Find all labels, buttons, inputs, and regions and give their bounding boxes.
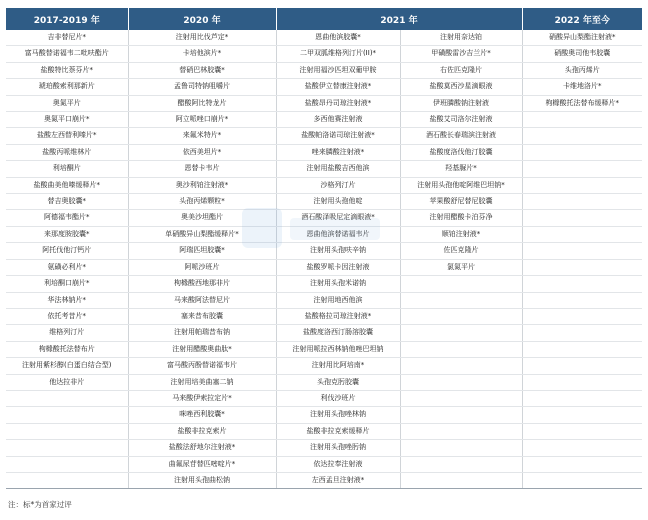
header-2021: 2021 年 <box>276 8 522 30</box>
table-cell <box>522 456 642 472</box>
table-cell: 卡培他滨片* <box>128 46 276 62</box>
table-row <box>6 128 642 144</box>
table-cell: 盐酸帕洛诺司琼注射液* <box>276 128 400 144</box>
table-cell: 沙格列汀片 <box>276 177 400 193</box>
table-cell <box>522 161 642 177</box>
table-cell <box>6 456 128 472</box>
table-cell <box>522 177 642 193</box>
table-row <box>6 456 642 472</box>
table-cell <box>400 407 522 423</box>
table-cell: 顺铂注射液* <box>400 226 522 242</box>
table-cell: 唑来膦酸注射液* <box>276 144 400 160</box>
table-cell <box>522 374 642 390</box>
table-cell <box>400 292 522 308</box>
table-cell: 注射用头孢米诺钠 <box>276 276 400 292</box>
table-cell: 枸橼酸西地那非片 <box>128 276 276 292</box>
table-cell: 盐酸格拉司琼注射液* <box>276 308 400 324</box>
table-cell <box>522 194 642 210</box>
table-cell: 阿德福韦酯片* <box>6 210 128 226</box>
table-cell: 马来酸伊索拉定片* <box>128 390 276 406</box>
table-cell <box>400 472 522 488</box>
table-cell: 富马酸替诺福韦二吡呋酯片 <box>6 46 128 62</box>
drug-approval-table-container <box>6 8 642 489</box>
table-row <box>6 46 642 62</box>
table-cell: 曲氟尿苷替匹嘧啶片* <box>128 456 276 472</box>
table-cell <box>400 456 522 472</box>
table-row <box>6 144 642 160</box>
table-cell: 塞来昔布胶囊 <box>128 308 276 324</box>
table-cell: 注射用奈达铂 <box>400 30 522 46</box>
table-row <box>6 95 642 111</box>
table-row <box>6 259 642 275</box>
table-cell: 盐酸艾司洛尔注射液 <box>400 112 522 128</box>
table-cell: 盐酸左西替利嗪片* <box>6 128 128 144</box>
table-cell <box>522 276 642 292</box>
table-cell: 氨磺必利片* <box>6 259 128 275</box>
table-cell: 羟基脲片* <box>400 161 522 177</box>
table-cell: 咪唑西利胶囊* <box>128 407 276 423</box>
table-cell: 盐酸度洛伐他汀胶囊 <box>400 144 522 160</box>
table-cell <box>522 243 642 259</box>
table-cell: 硝酸异山梨酯注射液* <box>522 30 642 46</box>
table-cell <box>6 472 128 488</box>
table-cell: 富马酸丙酚替诺福韦片 <box>128 358 276 374</box>
table-cell <box>522 210 642 226</box>
table-cell <box>400 308 522 324</box>
table-cell <box>400 276 522 292</box>
table-cell: 头孢克肟胶囊 <box>276 374 400 390</box>
table-cell: 注射用培美曲塞二钠 <box>128 374 276 390</box>
table-cell: 盐酸度洛西汀肠溶胶囊 <box>276 325 400 341</box>
footnote: 注：标*为首家过评 <box>8 500 72 509</box>
table-row <box>6 390 642 406</box>
table-cell <box>522 226 642 242</box>
table-cell: 注射用比阿培南* <box>276 358 400 374</box>
table-cell <box>400 358 522 374</box>
table-cell: 阿托伐他汀钙片 <box>6 243 128 259</box>
table-cell <box>522 390 642 406</box>
table-cell <box>522 144 642 160</box>
table-row <box>6 308 642 324</box>
table-cell <box>522 440 642 456</box>
table-cell: 醋酸阿比特龙片 <box>128 95 276 111</box>
table-cell: 恩曲他滨胶囊* <box>276 30 400 46</box>
table-cell: 盐酸特比萘芬片* <box>6 62 128 78</box>
table-cell <box>522 358 642 374</box>
table-cell: 奥沙利铂注射液* <box>128 177 276 193</box>
header-2017-2019: 2017-2019 年 <box>6 8 128 30</box>
table-cell: 恩曲他滨替诺福韦片 <box>276 226 400 242</box>
table-cell: 注射用头孢唑肟钠 <box>276 440 400 456</box>
table-cell: 吉非替尼片* <box>6 30 128 46</box>
table-cell: 盐酸非拉克索缓释片 <box>276 423 400 439</box>
table-cell <box>400 423 522 439</box>
table-cell: 他达拉非片 <box>6 374 128 390</box>
table-cell: 苹果酸舒尼替尼胶囊 <box>400 194 522 210</box>
table-cell <box>522 112 642 128</box>
table-cell: 注射用盐酸吉西他滨 <box>276 161 400 177</box>
table-row <box>6 341 642 357</box>
table-row <box>6 276 642 292</box>
table-cell <box>522 259 642 275</box>
table-row <box>6 374 642 390</box>
table-cell: 头孢丙烯片 <box>522 62 642 78</box>
table-row <box>6 292 642 308</box>
table-cell <box>522 423 642 439</box>
table-cell: 琥珀酸索利那新片 <box>6 79 128 95</box>
table-cell: 注射用头孢曲松钠 <box>128 472 276 488</box>
table-cell: 维格列汀片 <box>6 325 128 341</box>
table-cell <box>400 325 522 341</box>
table-cell: 替硝巴林胶囊* <box>128 62 276 78</box>
table-cell: 伊班膦酸钠注射液 <box>400 95 522 111</box>
table-cell <box>522 472 642 488</box>
table-cell: 二甲双胍维格列汀片(II)* <box>276 46 400 62</box>
table-cell <box>6 407 128 423</box>
table-cell: 酒石酸长春瑞滨注射液 <box>400 128 522 144</box>
table-cell: 恩替卡韦片 <box>128 161 276 177</box>
table-cell <box>400 440 522 456</box>
table-cell: 利培酮片 <box>6 161 128 177</box>
table-cell: 阿哌沙班片 <box>128 259 276 275</box>
table-cell: 阿瑞匹坦胶囊* <box>128 243 276 259</box>
table-row <box>6 194 642 210</box>
table-cell: 卡维地洛片* <box>522 79 642 95</box>
table-cell: 注射用福沙匹坦双葡甲胺 <box>276 62 400 78</box>
table-cell: 盐酸曲美他嗪缓释片* <box>6 177 128 193</box>
table-cell: 替吉奥胶囊* <box>6 194 128 210</box>
table-cell: 左西孟旦注射液* <box>276 472 400 488</box>
table-cell <box>522 128 642 144</box>
table-cell: 盐酸非拉克索片 <box>128 423 276 439</box>
table-cell: 氯氮平片 <box>400 259 522 275</box>
table-cell: 注射用头孢呋辛钠 <box>276 243 400 259</box>
table-cell: 头孢丙烯颗粒* <box>128 194 276 210</box>
table-cell: 枸橼酸托法替布片 <box>6 341 128 357</box>
table-row <box>6 79 642 95</box>
table-cell: 马来酸阿法替尼片 <box>128 292 276 308</box>
header-2020: 2020 年 <box>128 8 276 30</box>
table-cell <box>400 341 522 357</box>
table-cell: 华法林钠片* <box>6 292 128 308</box>
drug-approval-table <box>6 8 642 489</box>
table-cell <box>6 390 128 406</box>
table-cell <box>522 292 642 308</box>
table-cell: 酒石酸泽吸尼定滴眼液* <box>276 210 400 226</box>
table-cell: 注射用哌拉西林钠他唑巴坦钠 <box>276 341 400 357</box>
table-cell: 盐酸丙哌维林片 <box>6 144 128 160</box>
table-cell <box>522 341 642 357</box>
table-row <box>6 161 642 177</box>
table-cell: 盐酸法舒地尔注射液* <box>128 440 276 456</box>
table-cell <box>400 374 522 390</box>
table-cell: 枸橼酸托法替布缓释片* <box>522 95 642 111</box>
table-cell: 佐匹克隆片 <box>400 243 522 259</box>
table-cell: 注射用比伐芦定* <box>128 30 276 46</box>
table-row <box>6 440 642 456</box>
table-row <box>6 325 642 341</box>
table-cell: 盐酸罗哌卡因注射液 <box>276 259 400 275</box>
table-cell: 阿立哌唑口崩片* <box>128 112 276 128</box>
table-cell: 孟鲁司特钠咀嚼片 <box>128 79 276 95</box>
table-cell: 注射用醋酸卡泊芬净 <box>400 210 522 226</box>
table-header-row <box>6 8 642 30</box>
table-cell: 奥美沙坦酯片 <box>128 210 276 226</box>
table-cell <box>522 308 642 324</box>
table-cell <box>6 423 128 439</box>
table-cell: 注射用头孢他啶阿维巴坦钠* <box>400 177 522 193</box>
table-cell: 来氟米特片* <box>128 128 276 144</box>
table-cell: 注射用头孢他啶 <box>276 194 400 210</box>
table-cell: 盐酸昂丹司琼注射液* <box>276 95 400 111</box>
table-cell <box>400 390 522 406</box>
table-row <box>6 243 642 259</box>
table-row <box>6 210 642 226</box>
table-cell: 注射用紫杉醇(白蛋白结合型) <box>6 358 128 374</box>
table-row <box>6 407 642 423</box>
table-cell: 甲磺酸雷沙吉兰片* <box>400 46 522 62</box>
table-cell: 注射用醋酸奥曲肽* <box>128 341 276 357</box>
table-cell: 依达拉奉注射液 <box>276 456 400 472</box>
table-cell <box>522 407 642 423</box>
table-cell <box>522 325 642 341</box>
table-cell: 利伐沙班片 <box>276 390 400 406</box>
table-row <box>6 30 642 46</box>
table-row <box>6 62 642 78</box>
table-cell: 奥氮平口崩片* <box>6 112 128 128</box>
table-row <box>6 472 642 488</box>
table-cell: 来那度胺胶囊* <box>6 226 128 242</box>
table-cell: 奥氮平片 <box>6 95 128 111</box>
table-cell: 利培酮口崩片* <box>6 276 128 292</box>
table-cell: 注射用帕瑞昔布钠 <box>128 325 276 341</box>
table-cell: 右佐匹克隆片 <box>400 62 522 78</box>
table-cell: 注射用地西他滨 <box>276 292 400 308</box>
table-row <box>6 177 642 193</box>
table-row <box>6 226 642 242</box>
table-cell: 盐酸伊立替康注射液* <box>276 79 400 95</box>
table-cell: 注射用头孢唑林钠 <box>276 407 400 423</box>
table-cell: 依托考昔片* <box>6 308 128 324</box>
table-row <box>6 112 642 128</box>
header-2022-now: 2022 年至今 <box>522 8 642 30</box>
table-body <box>6 30 642 489</box>
table-cell: 多西他赛注射液 <box>276 112 400 128</box>
table-cell <box>6 440 128 456</box>
table-cell: 盐酸莫西沙星滴眼液 <box>400 79 522 95</box>
table-row <box>6 423 642 439</box>
table-cell: 硝酸奥司他韦胶囊 <box>522 46 642 62</box>
table-row <box>6 358 642 374</box>
table-cell: 单硝酸异山梨酯缓释片* <box>128 226 276 242</box>
table-cell: 依西美坦片* <box>128 144 276 160</box>
